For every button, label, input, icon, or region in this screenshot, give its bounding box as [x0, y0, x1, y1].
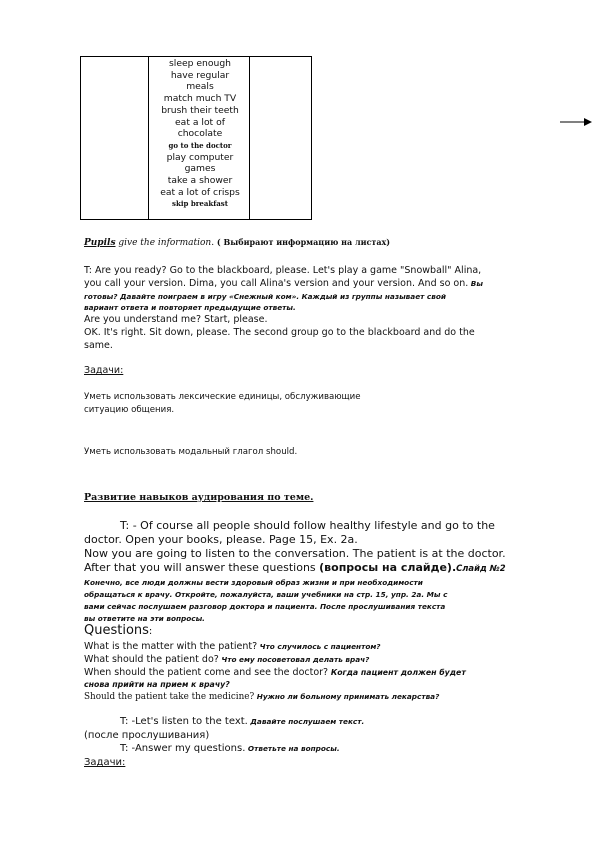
dialog-line-2	[84, 278, 483, 290]
questions-heading	[84, 623, 152, 640]
question-1-ru: Что случилось с пациентом?	[257, 642, 381, 651]
table-left-cell	[81, 57, 149, 219]
task-line-2: Уметь использовать модальный глагол should.	[84, 447, 298, 457]
listening-ru-1: Конечно, все люди должны вести здоровый образ жизни и при необходимости	[84, 578, 423, 587]
question-3	[84, 667, 466, 679]
table-item: play computer	[166, 151, 234, 163]
table-item: meals	[186, 81, 214, 93]
table-item: go to the doctor	[168, 140, 232, 150]
question-4-text: Should the patient take the medicine?	[84, 692, 255, 702]
listening-line-2: doctor. Open your books, please. Page 15, Ex. 2a.	[84, 533, 358, 546]
table-item: eat a lot of crisps	[160, 186, 240, 198]
dialog-line-2-text: you call your version. Dima, you call Alina's version and your version. And so on.	[84, 278, 469, 289]
pupils-ru: ( Выбирают информацию на листах)	[214, 237, 391, 247]
section-heading: Развитие навыков аудирования по теме.	[84, 492, 314, 503]
table-item: skip breakfast	[172, 199, 228, 209]
question-3-ru-cont: снова прийти на прием к врачу?	[84, 680, 230, 689]
arrow-right-icon	[560, 116, 592, 128]
ending-line-3	[120, 743, 340, 755]
listening-line-4	[84, 561, 506, 576]
tasks-heading-2: Задачи:	[84, 757, 126, 768]
dialog-line-3: готовы? Давайте поиграем в игру «Снежный ком». Каждый из группы называет свой	[84, 292, 446, 301]
ending-line-1-text: T: -Let's listen to the text.	[120, 716, 248, 727]
dialog-line-5: Are you understand me? Start, please.	[84, 314, 268, 325]
question-2	[84, 654, 369, 666]
questions-title: Questions	[84, 623, 149, 638]
question-3-text: When should the patient come and see the doctor?	[84, 667, 329, 678]
question-4-ru: Нужно ли больному принимать лекарства?	[254, 692, 440, 701]
table-item: games	[184, 163, 216, 175]
dialog-line-4: вариант ответа и повторяет предыдущие ответы.	[84, 303, 296, 312]
vocabulary-table	[80, 56, 312, 220]
table-item: sleep enough	[169, 58, 231, 69]
tasks-heading: Задачи:	[84, 365, 124, 376]
listening-ru-3: вами сейчас послушаем разговор доктора и пациента. После прослушивания текста	[84, 602, 446, 611]
question-3-ru: Когда пациент должен будет	[328, 668, 466, 677]
table-middle-cell	[149, 58, 251, 210]
question-1-text: What is the matter with the patient?	[84, 641, 258, 652]
table-item: eat a lot of	[175, 116, 225, 128]
listening-line-4-text: After that you will answer these questions	[84, 561, 320, 574]
listening-line-3: Now you are going to listen to the conversation. The patient is at the doctor.	[84, 547, 506, 560]
listening-slide-number: Слайд №2	[456, 563, 506, 573]
task-line-1b: ситуацию общения.	[84, 405, 175, 415]
pupils-line	[84, 236, 390, 249]
question-2-ru: Что ему посоветовал делать врач?	[218, 655, 370, 664]
table-item: take a shower	[167, 175, 233, 187]
listening-slide-ref: (вопросы на слайде).	[319, 561, 457, 574]
ending-line-1-ru: Давайте послушаем текст.	[247, 717, 365, 726]
table-item: chocolate	[177, 128, 223, 140]
question-2-text: What should the patient do?	[84, 654, 219, 665]
dialog-line-1: T: Are you ready? Go to the blackboard, please. Let's play a game "Snowball" Alina,	[84, 265, 482, 276]
dialog-line-6: OK. It's right. Sit down, please. The second group go to the blackboard and do the	[84, 327, 475, 338]
dialog-line-7: same.	[84, 340, 113, 351]
pupils-word: Pupils	[84, 238, 116, 248]
ending-line-2: (после прослушивания)	[84, 730, 210, 741]
ending-line-3-text: T: -Answer my questions.	[120, 743, 246, 754]
ending-line-1	[120, 716, 364, 728]
dialog-line-2-ru: Вы	[468, 279, 483, 288]
question-4	[84, 691, 439, 703]
task-line-1a: Уметь использовать лексические единицы, обслуживающие	[84, 392, 361, 402]
ending-line-3-ru: Ответьте на вопросы.	[245, 744, 340, 753]
listening-ru-4: вы ответите на эти вопросы.	[84, 614, 205, 623]
table-item: have regular	[170, 69, 230, 81]
listening-ru-2: обращаться к врачу. Откройте, пожалуйста, ваши учебники на стр. 15, упр. 2а. Мы с	[84, 590, 448, 599]
table-right-cell	[249, 57, 311, 219]
table-item: match much TV	[163, 93, 237, 105]
questions-colon: :	[148, 626, 153, 637]
pupils-text: give the information.	[115, 238, 215, 248]
question-1	[84, 641, 381, 653]
table-item: brush their teeth	[161, 104, 239, 116]
listening-line-1: T: - Of course all people should follow healthy lifestyle and go to the	[120, 519, 495, 532]
